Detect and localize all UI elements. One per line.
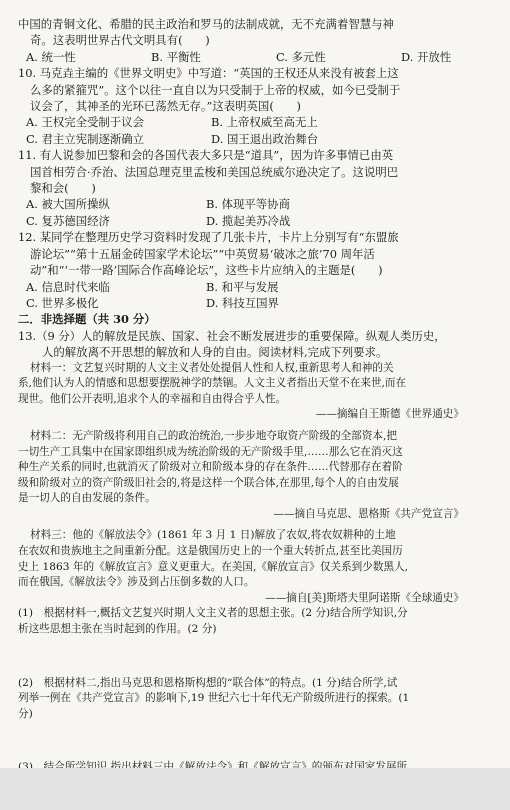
text-line: 材料一：文艺复兴时期的人文主义者处处提倡人性和人权,重新思考人和神的关 (30, 361, 394, 374)
text-line: 史上 1863 年的《解放宣言》意义更重大。在美国,《解放宣言》仅关系到少数黑人, (18, 560, 409, 573)
text-line: 材料三：他的《解放法令》(1861 年 3 月 1 日)解放了农奴,将农奴耕种的土地 (30, 529, 396, 542)
text-line: 人的解放离不开思想的解放和人身的自由。阅读材料,完成下列要求。 (42, 345, 388, 360)
text-line: 是一切人的自由发展的条件。 (18, 492, 156, 505)
question-11-stem (18, 147, 494, 196)
option-b: B. 和平与发展 (206, 279, 279, 294)
text-line: 10. 马克垚主编的《世界文明史》中写道：“英国的王权还从来没有被套上这 (18, 66, 399, 81)
text-line: 么多的紧箍咒”。这个以往一直自以为只受制于上帝的权威，如今已受制于 (30, 82, 401, 97)
option-c: C. 世界多极化 (26, 295, 99, 310)
question-10-stem (18, 65, 494, 114)
option-b: B. 平衡性 (151, 49, 201, 64)
material-source: ——摘自马克思、恩格斯《共产党宣言》 (273, 507, 464, 520)
question-11-options-row2 (18, 213, 494, 229)
question-10-options-row2 (18, 131, 494, 147)
text-line: 中国的青铜文化、希腊的民主政治和罗马的法制成就，无不充满着智慧与神 (18, 17, 394, 31)
option-a: A. 统一性 (26, 49, 76, 64)
sub-question-1 (18, 606, 494, 637)
text-line: 系,他们认为人的情感和思想要摆脱神学的禁锢。人文主义者指出天堂不在来世,而在 (18, 377, 407, 390)
text-line: 11. 有人说参加巴黎和会的各国代表大多只是“道具”，因为许多事情已由英 (18, 148, 394, 163)
material-one (18, 361, 494, 423)
text-line: 一切生产工具集中在国家即组织成为统治阶级的无产阶级手里,……那么它在消灭这 (18, 445, 403, 458)
question-12-options-row2 (18, 295, 494, 311)
material-two (18, 429, 494, 523)
option-b: B. 上帝权威至高无上 (211, 115, 318, 130)
material-source: ——摘自[美]斯塔夫里阿诺斯《全球通史》 (265, 591, 464, 604)
question-10-options-row1 (18, 114, 494, 130)
text-line: 分) (18, 707, 33, 720)
question-9-stem (18, 16, 494, 49)
option-d: D. 科技互国界 (206, 295, 279, 310)
option-d: D. 国王退出政治舞台 (211, 131, 319, 146)
text-line: 在农奴和贵族地主之间重新分配。这是俄国历史上的一个重大转折点,甚至比美国历 (18, 545, 403, 558)
text-line: 12. 某同学在整理历史学习资料时发现了几张卡片，卡片上分别写有“东盟旅 (18, 230, 399, 245)
text-line: 级和阶级对立的资产阶级旧社会的,将是这样一个联合体,在那里,每个人的自由发展 (18, 476, 399, 489)
option-a: A. 被大国所操纵 (26, 197, 110, 212)
scan-margin (0, 768, 510, 810)
text-line: 现世。他们公开表明,追求个人的幸福和自由得合乎人性。 (18, 392, 287, 405)
option-d: D. 揽起美苏冷战 (206, 213, 291, 228)
option-a: A. 王权完全受制于议会 (26, 115, 144, 130)
text-line: 而在俄国,《解放法令》涉及到占压倒多数的人口。 (18, 576, 255, 589)
text-line: 国首相劳合·乔治、法国总理克里孟梭和美国总统威尔逊决定了。这说明巴 (30, 164, 399, 179)
option-a: A. 信息时代来临 (26, 279, 110, 294)
section-heading: 二．非选择题（共 30 分） (18, 312, 156, 327)
option-c: C. 复苏德国经济 (26, 213, 110, 228)
text-line: 13.（9 分）人的解放是民族、国家、社会不断发展进步的重要保障。纵观人类历史， (18, 328, 446, 343)
question-12-stem (18, 229, 494, 278)
option-c: C. 多元性 (276, 49, 326, 64)
option-d: D. 开放性 (401, 49, 452, 64)
option-b: B. 体现平等协商 (206, 197, 290, 212)
sub-question-2 (18, 676, 494, 723)
text-line: 析这些思想主张在当时起到的作用。(2 分) (18, 623, 217, 636)
text-line: 议会了，其神圣的光环已荡然无存。”这表明英国( ) (30, 99, 301, 114)
text-line: 列举一例在《共产党宣言》的影响下,19 世纪六七十年代无产阶级所进行的探索。(1 (18, 692, 410, 705)
text-line: (1) 根据材料一,概括文艺复兴时期人文主义者的思想主张。(2 分)结合所学知识,分 (18, 607, 408, 620)
text-line: 种生产关系的同时,也就消灭了阶级对立和阶级本身的存在条件……代替那存在着阶 (18, 461, 403, 474)
question-13-intro (18, 328, 494, 361)
text-line: 奇。这表明世界古代文明具有( ) (30, 33, 210, 48)
material-source: ——摘编自王斯德《世界通史》 (315, 408, 464, 421)
option-c: C. 君主立宪制逐渐确立 (26, 131, 145, 146)
question-11-options-row1 (18, 196, 494, 212)
material-three (18, 528, 494, 606)
question-9-options (18, 49, 494, 65)
text-line: 材料二：无产阶级将利用自己的政治统治,一步步地夺取资产阶级的全部资本,把 (30, 429, 397, 442)
text-line: 黎和会( ) (30, 181, 96, 196)
text-line: 游论坛”“第十五届金砖国家学术论坛”“中英贸易‘破冰之旅’70 周年活 (30, 246, 375, 261)
question-12-options-row1 (18, 279, 494, 295)
text-line: 动”和“‘一带一路’国际合作高峰论坛”，这些卡片应纳入的主题是( ) (30, 263, 383, 278)
text-line: (2) 根据材料二,指出马克思和恩格斯构想的“联合体”的特点。(1 分)结合所学,试 (18, 676, 398, 689)
